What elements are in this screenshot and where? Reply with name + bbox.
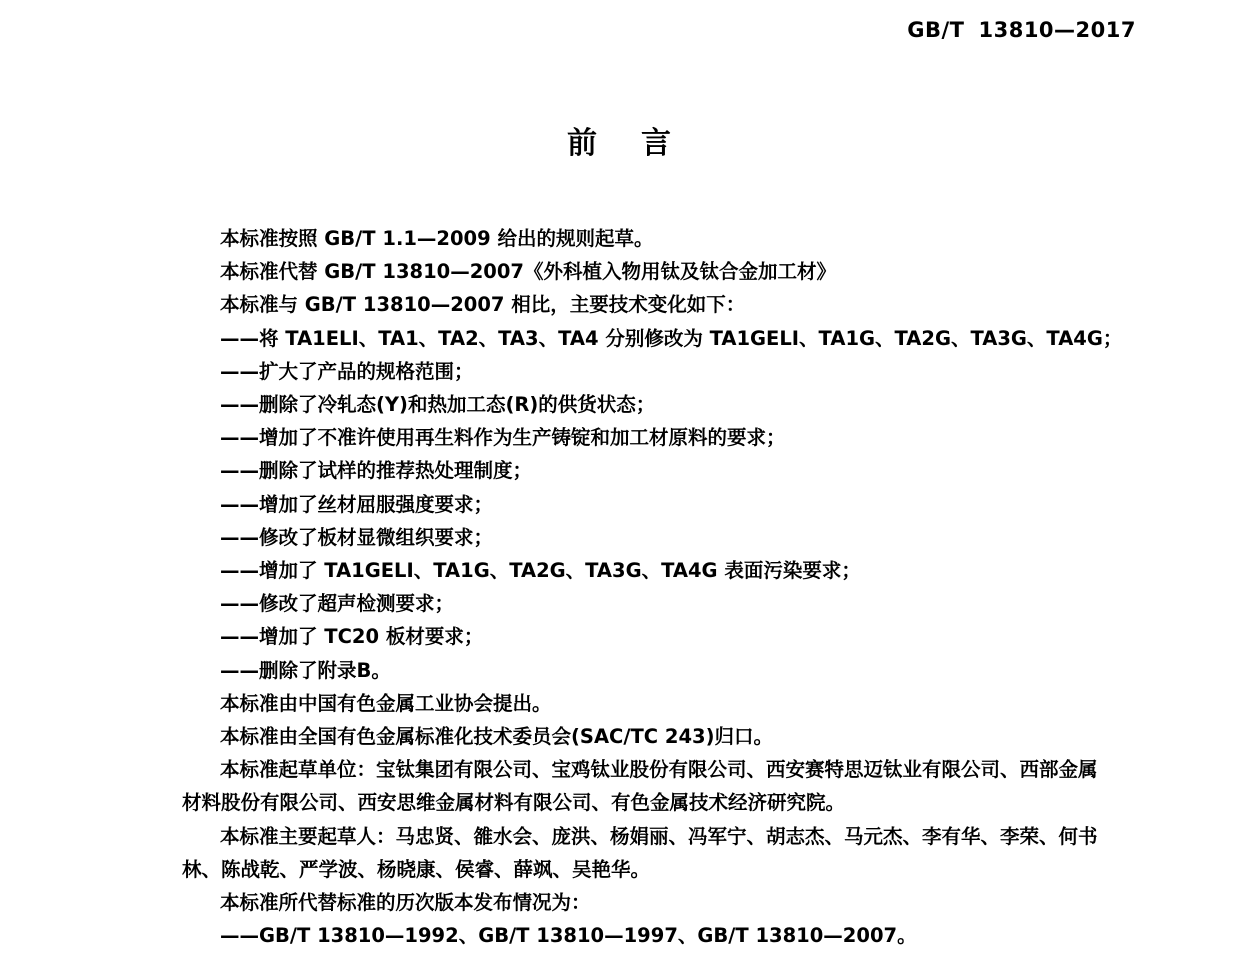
list-item: ——增加了不准许使用再生料作为生产铸锭和加工材原料的要求；: [220, 426, 786, 450]
page-title: [0, 118, 1240, 162]
paragraph: 本标准代替 GB/T 13810—2007《外科植入物用钛及钛合金加工材》: [220, 260, 836, 284]
list-item: ——增加了 TC20 板材要求；: [220, 625, 484, 649]
title-char-1: 前: [567, 126, 599, 161]
list-item: ——删除了冷轧态(Y)和热加工态(R)的供货状态；: [220, 393, 656, 417]
list-item: ——扩大了产品的规格范围；: [220, 359, 474, 383]
list-item: ——修改了板材显微组织要求；: [220, 525, 494, 549]
foreword-body: [182, 222, 1123, 952]
list-item: ——增加了丝材屈服强度要求；: [220, 492, 494, 516]
paragraph: 本标准按照 GB/T 1.1—2009 给出的规则起草。: [220, 227, 654, 250]
paragraph: 本标准与 GB/T 13810—2007 相比，主要技术变化如下：: [220, 293, 746, 317]
list-item: ——修改了超声检测要求；: [220, 592, 455, 616]
standard-number: 13810—2017: [978, 18, 1136, 42]
paragraph: 本标准由中国有色金属工业协会提出。: [220, 691, 552, 715]
paragraph: 本标准由全国有色金属标准化技术委员会(SAC/TC 243)归口。: [220, 725, 773, 749]
standard-prefix: GB/T: [907, 18, 965, 42]
list-item: ——删除了试样的推荐热处理制度；: [220, 459, 533, 483]
paragraph: 本标准所代替标准的历次版本发布情况为：: [220, 891, 591, 915]
page-header: [907, 18, 1136, 42]
list-item: ——删除了附录B。: [220, 658, 391, 682]
paragraph: 本标准主要起草人：马忠贤、雒水会、庞洪、杨娟丽、冯军宁、胡志杰、马元杰、李有华、李荣、何书林、陈战乾、严学波、杨晓康、侯睿、薛飒、吴艳华。: [182, 824, 1098, 881]
paragraph: 本标准起草单位：宝钛集团有限公司、宝鸡钛业股份有限公司、西安赛特思迈钛业有限公司、西部金属材料股份有限公司、西安思维金属材料有限公司、有色金属技术经济研究院。: [182, 758, 1098, 815]
list-item: ——GB/T 13810—1992、GB/T 13810—1997、GB/T 13810—2007。: [220, 924, 917, 948]
title-char-2: 言: [641, 126, 673, 161]
list-item: ——增加了 TA1GELI、TA1G、TA2G、TA3G、TA4G 表面污染要求；: [220, 559, 861, 583]
list-item: ——将 TA1ELI、TA1、TA2、TA3、TA4 分别修改为 TA1GELI、TA1G、TA2G、TA3G、TA4G；: [220, 326, 1123, 350]
